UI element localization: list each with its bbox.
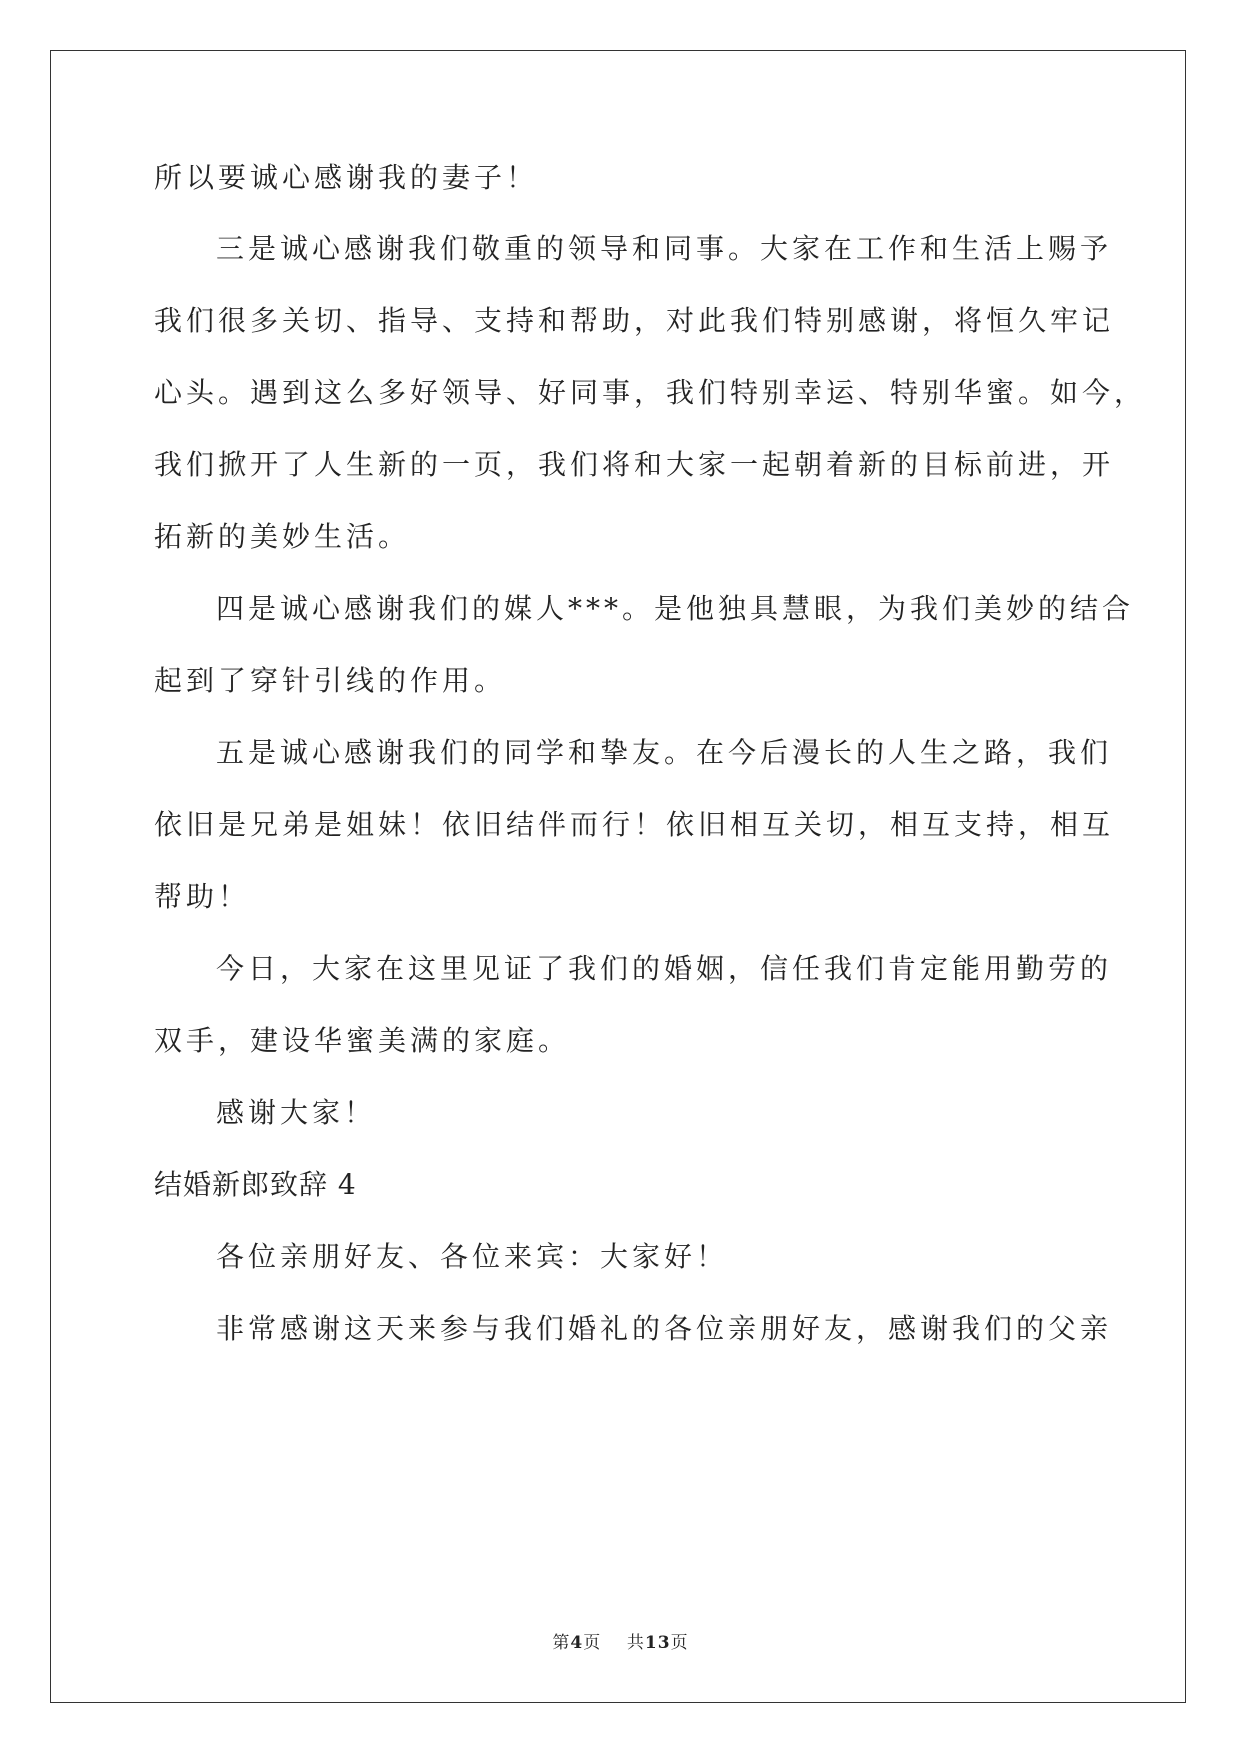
page-suffix: 页 (583, 1633, 602, 1653)
paragraph-start: 感谢大家！ (216, 1096, 377, 1129)
total-prefix: 共 (626, 1633, 645, 1653)
section-heading: 结婚新郎致辞 4 (154, 1168, 357, 1201)
text-line: 帮助！ (154, 880, 251, 913)
text-line: 我们掀开了人生新的一页，我们将和大家一起朝着新的目标前进，开 (154, 448, 1115, 481)
total-pages: 13 (644, 1633, 671, 1653)
text-line: 拓新的美妙生活。 (154, 520, 411, 553)
text-line: 起到了穿针引线的作用。 (154, 664, 507, 697)
text-line: 我们很多关切、指导、支持和帮助，对此我们特别感谢，将恒久牢记 (154, 304, 1115, 337)
total-suffix: 页 (670, 1633, 689, 1653)
paragraph-start: 非常感谢这天来参与我们婚礼的各位亲朋好友，感谢我们的父亲 (216, 1312, 1113, 1345)
text-line: 所以要诚心感谢我的妻子！ (154, 161, 539, 194)
page-border (50, 50, 1186, 1703)
paragraph-start: 今日，大家在这里见证了我们的婚姻，信任我们肯定能用勤劳的 (216, 952, 1113, 985)
paragraph-start: 各位亲朋好友、各位来宾：大家好！ (216, 1240, 729, 1273)
paragraph-start: 三是诚心感谢我们敬重的领导和同事。大家在工作和生活上赐予 (216, 232, 1113, 265)
text-line: 依旧是兄弟是姐妹！依旧结伴而行！依旧相互关切，相互支持，相互 (154, 808, 1115, 841)
text-line: 心头。遇到这么多好领导、好同事，我们特别幸运、特别华蜜。如今， (154, 376, 1147, 409)
page-footer (0, 1628, 1241, 1653)
text-line: 双手，建设华蜜美满的家庭。 (154, 1024, 571, 1057)
paragraph-start: 五是诚心感谢我们的同学和挚友。在今后漫长的人生之路，我们 (216, 736, 1113, 769)
paragraph-start: 四是诚心感谢我们的媒人***。是他独具慧眼，为我们美妙的结合 (216, 592, 1135, 625)
page-prefix: 第 (552, 1633, 571, 1653)
page-number: 4 (570, 1633, 584, 1653)
